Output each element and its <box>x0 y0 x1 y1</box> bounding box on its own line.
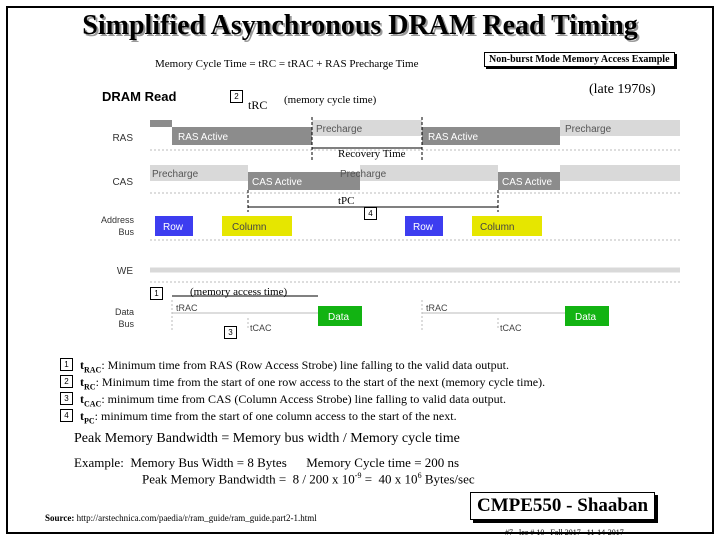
non-burst-label: Non-burst Mode Memory Access Example <box>484 52 675 67</box>
cas-precharge-bar <box>560 165 680 181</box>
tcac-label: tCAC <box>500 323 522 333</box>
source-line: Source: http://arstechnica.com/paedia/r/ram_guide/ram_guide.part2-1.html <box>45 513 317 523</box>
def-num-2: 2 <box>60 375 73 388</box>
address-row-label: Row <box>163 222 184 233</box>
cas-active-label: CAS Active <box>502 177 553 188</box>
data-signal-label-1: Data <box>114 307 134 317</box>
trac-label: tRAC <box>176 303 198 313</box>
tcac-label: tCAC <box>250 323 272 333</box>
ras-precharge-label: Precharge <box>316 124 363 135</box>
def-num-1: 1 <box>60 358 73 371</box>
data-label: Data <box>328 312 350 323</box>
example-line-1: Example: Memory Bus Width = 8 Bytes Memory Cycle time = 200 ns <box>74 455 460 470</box>
data-signal-label-2: Bus <box>118 319 134 329</box>
slide-title: Simplified Asynchronous DRAM Read Timing <box>82 10 638 41</box>
cas-precharge-label: Precharge <box>152 169 199 180</box>
definition-tcac: $t_{CAC}$: minimum time from CAS (Column Access Strobe) line falling to valid data output. <box>80 392 506 409</box>
tpc-label: tPC <box>338 195 355 207</box>
ras-active-label: RAS Active <box>428 132 479 143</box>
callout-2: 2 <box>230 90 243 103</box>
course-badge: CMPE550 - Shaaban <box>470 492 655 520</box>
access-note: (memory access time) <box>190 286 288 298</box>
definition-trc: $t_{RC}$: Minimum time from the start of one row access to the start of the next (memory cycle time). <box>80 375 546 392</box>
ras-idle-bar <box>150 120 172 127</box>
cas-signal-label: CAS <box>112 177 133 188</box>
address-signal-label-1: Address <box>100 215 134 225</box>
address-signal-label-2: Bus <box>118 227 134 237</box>
address-row-label: Row <box>413 222 434 233</box>
example-line-2: Peak Memory Bandwidth = 8 / 200 x $10^{-9} = 40$ x $10^6$ Bytes/sec <box>142 471 475 487</box>
source-url: http://arstechnica.com/paedia/r/ram_guide/ram_guide.part2-1.html <box>76 513 317 523</box>
cas-active-label: CAS Active <box>252 177 303 188</box>
ras-signal-label: RAS <box>112 133 133 144</box>
trac-label: tRAC <box>426 303 448 313</box>
ras-active-label: RAS Active <box>178 132 229 143</box>
definition-trac: $t_{RAC}$: Minimum time from RAS (Row Access Strobe) line falling to the valid data output. <box>80 358 509 375</box>
we-signal-label: WE <box>116 266 133 277</box>
memory-cycle-formula: Memory Cycle Time = tRC = tRAC + RAS Precharge Time <box>155 58 419 70</box>
def-num-4: 4 <box>60 409 73 422</box>
definition-tpc: $t_{PC}$: minimum time from the start of one column access to the start of the next. <box>80 409 457 426</box>
def-num-3: 3 <box>60 392 73 405</box>
cas-precharge-label: Precharge <box>340 169 387 180</box>
slide-footer: #7 lec # 10 Fall 2017 11-14-2017 <box>505 528 624 537</box>
peak-bandwidth: Peak Memory Bandwidth = Memory bus width / Memory cycle time <box>74 431 460 446</box>
address-column-label: Column <box>232 222 267 233</box>
ras-precharge-label: Precharge <box>565 124 612 135</box>
trc-note: (memory cycle time) <box>284 94 377 106</box>
callout-3: 3 <box>224 326 237 339</box>
address-column-label: Column <box>480 222 515 233</box>
callout-4: 4 <box>364 207 377 220</box>
recovery-label: Recovery Time <box>338 148 406 160</box>
diagram-heading: DRAM Read <box>102 89 177 104</box>
data-label: Data <box>575 312 597 323</box>
trc-label: tRC <box>248 98 268 112</box>
era-label: (late 1970s) <box>589 82 656 97</box>
callout-1: 1 <box>150 287 163 300</box>
